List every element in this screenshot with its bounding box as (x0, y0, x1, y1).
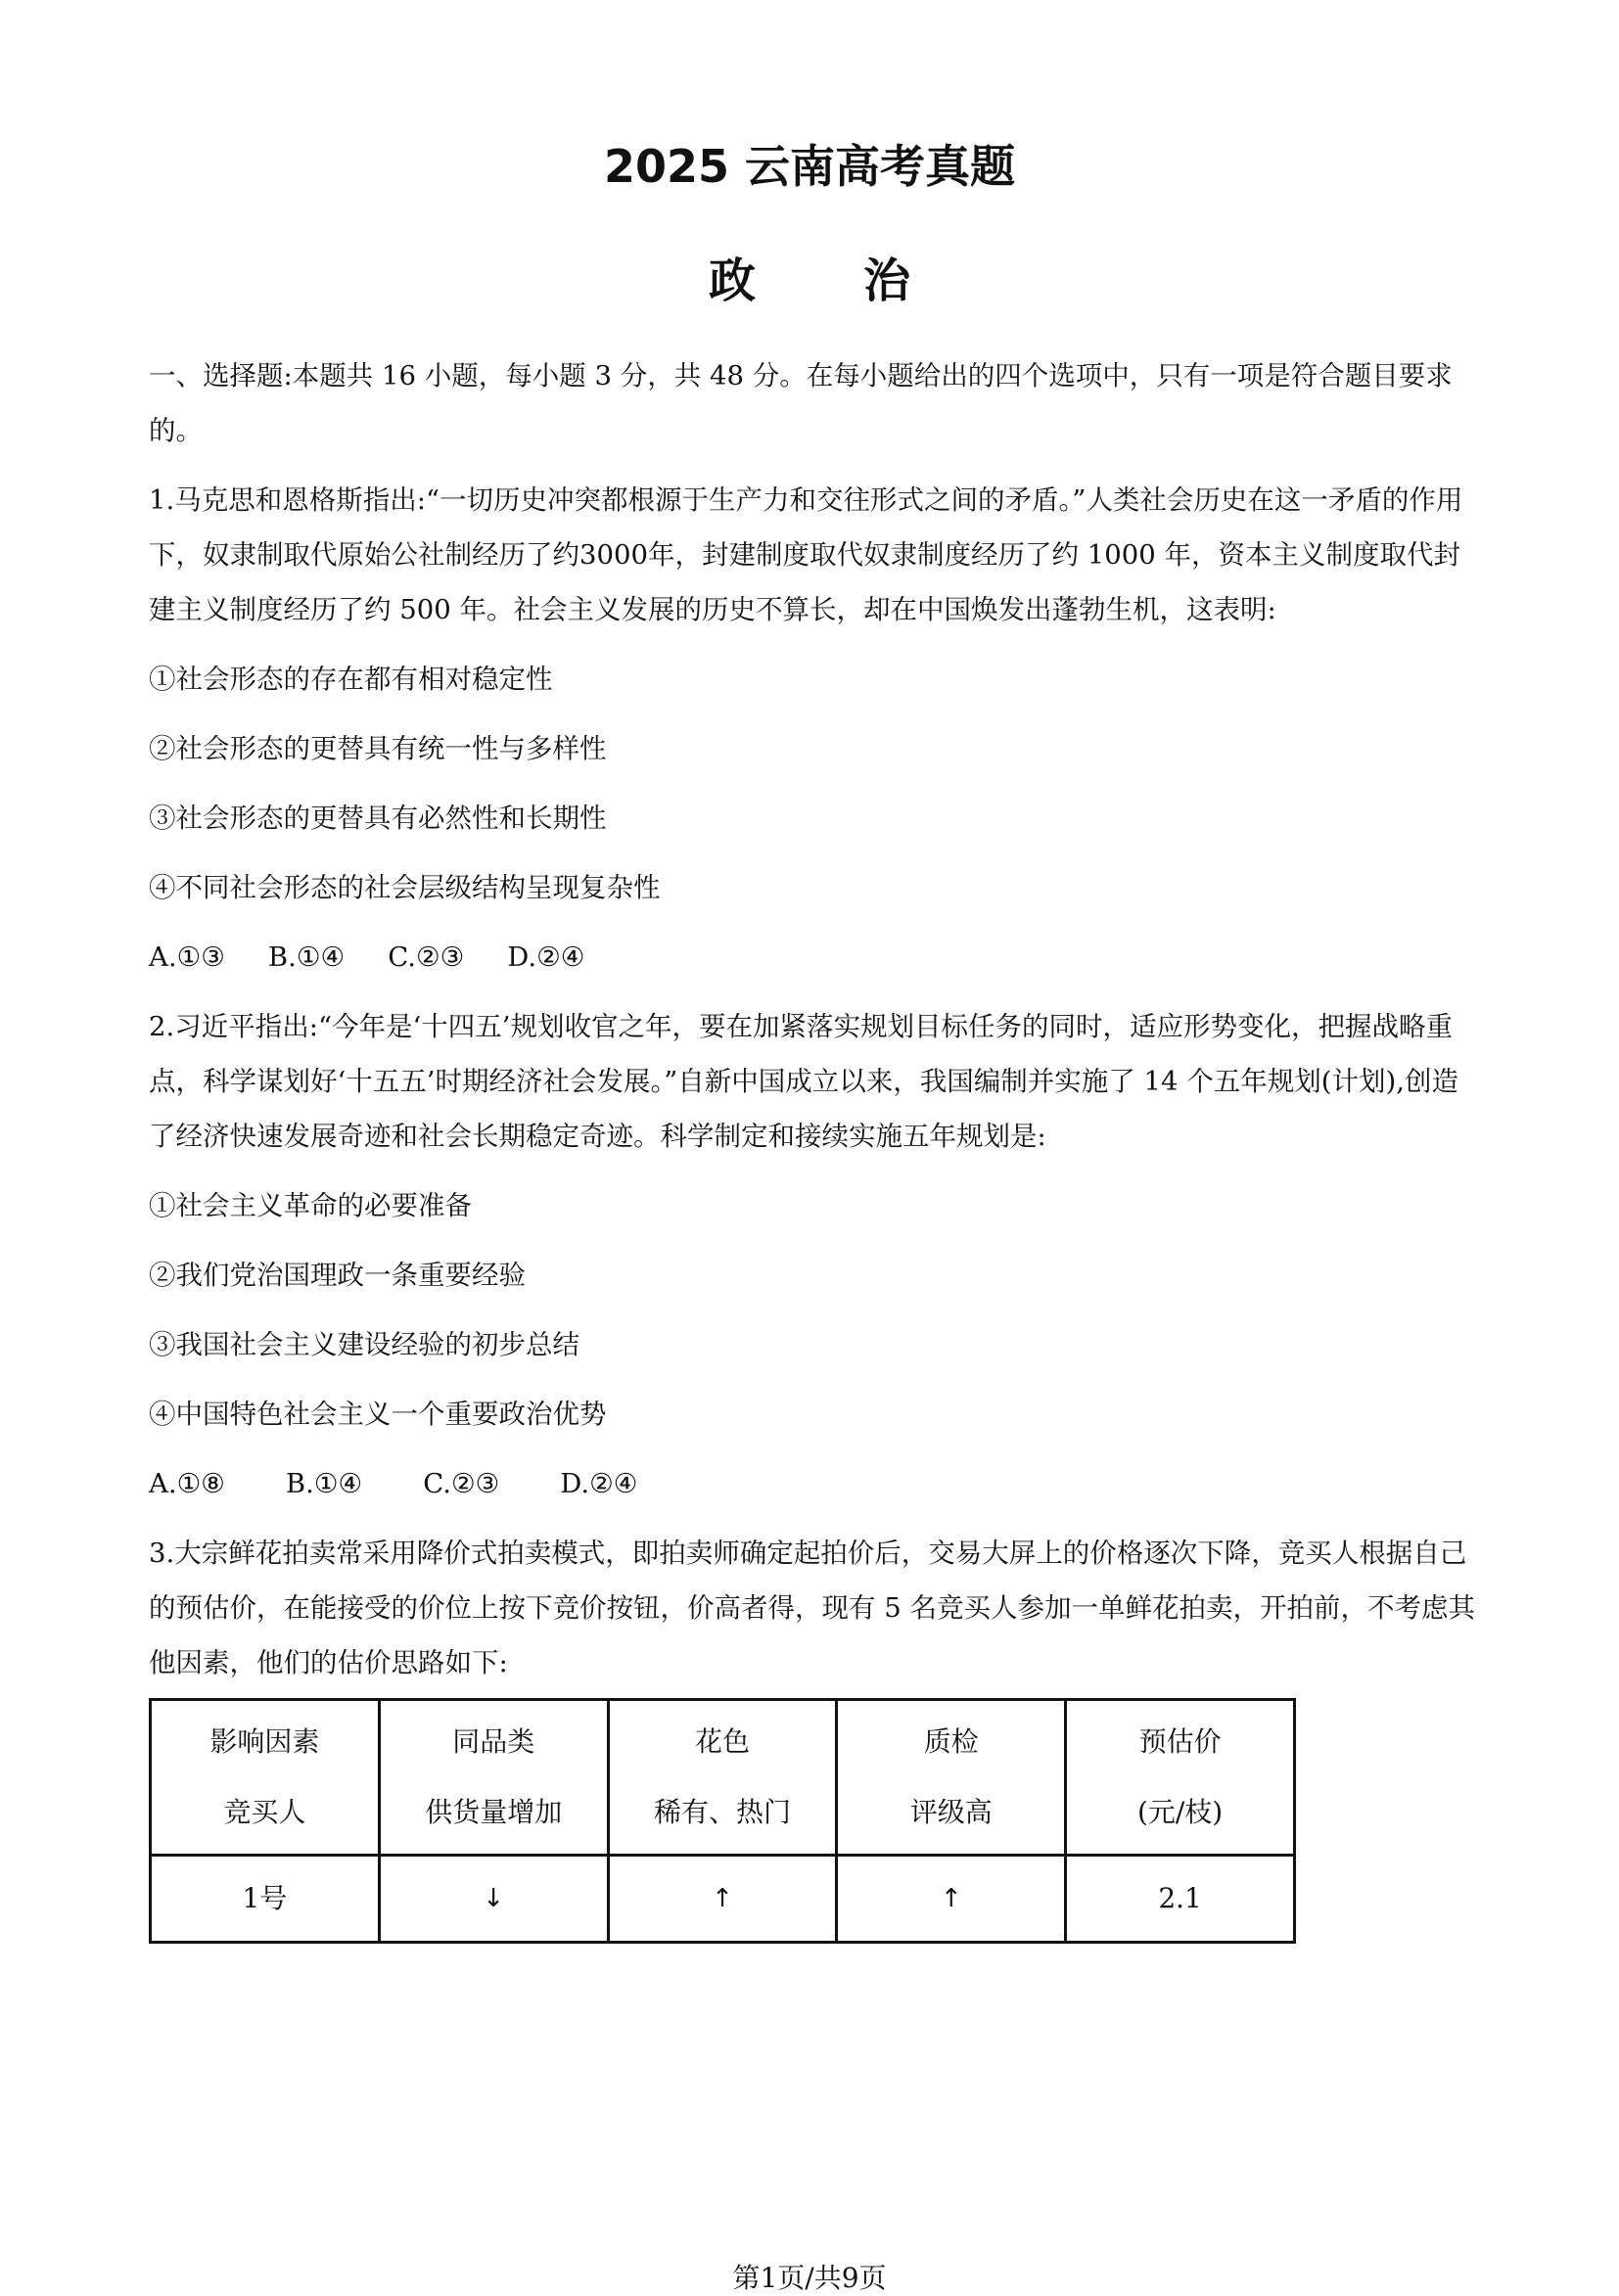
table-header-cell (151, 1700, 380, 1856)
subject-title: 政治 (708, 253, 1018, 308)
answer-choice: C.②③ (388, 941, 465, 973)
answer-choice: D.②④ (560, 1468, 638, 1499)
table-header-cell (608, 1700, 837, 1856)
up-arrow-icon: ↑ (837, 1856, 1066, 1943)
down-arrow-icon: ↓ (379, 1856, 608, 1943)
question-1-stem: 1.马克思和恩格斯指出:“一切历史冲突都根源于生产力和交往形式之间的矛盾。”人类社会历史在这一矛盾的作用下，奴隶制取代原始公社制经历了约3000年，封建制度取代奴隶制度经历了约 1000 年，资本主义制度取代封建主义制度经历了约 500 年。社会主义发展的历史不算长，却在中国焕发出蓬勃生机，这表明: (149, 484, 1463, 625)
question-2-option: ②我们党治国理政一条重要经验 (149, 1260, 526, 1291)
question-1-answers (149, 930, 1480, 985)
question-1-option: ①社会形态的存在都有相对稳定性 (149, 664, 553, 695)
question-2-option: ③我国社会主义建设经验的初步总结 (149, 1329, 579, 1360)
question-1-option: ③社会形态的更替具有必然性和长期性 (149, 803, 607, 834)
buyer-cell: 1号 (151, 1856, 380, 1943)
section-intro: 一、选择题:本题共 16 小题，每小题 3 分，共 48 分。在每小题给出的四个选项中，只有一项是符合题目要求的。 (149, 360, 1453, 446)
answer-choice: A.①③ (149, 941, 225, 973)
question-3-stem: 3.大宗鲜花拍卖常采用降价式拍卖模式，即拍卖师确定起拍价后，交易大屏上的价格逐次下降，竞买人根据自己的预估价，在能接受的价位上按下竞价按钮，价高者得，现有 5 名竞买人参加一单鲜花拍卖，开拍前，不考虑其他因素，他们的估价思路如下: (149, 1538, 1475, 1678)
header-line: (元/枝) (1136, 1796, 1224, 1828)
question-2-option: ④中国特色社会主义一个重要政治优势 (149, 1399, 607, 1430)
header-line: 评级高 (909, 1796, 993, 1828)
answer-choice: B.①④ (267, 941, 346, 973)
table-header-cell (837, 1700, 1066, 1856)
header-line: 同品类 (452, 1725, 535, 1758)
question-2-stem: 2.习近平指出:“今年是‘十四五’规划收官之年，要在加紧落实规划目标任务的同时，适应形势变化，把握战略重点，科学谋划好‘十五五’时期经济社会发展。”自新中国成立以来，我国编制并实施了 14 个五年规划(计划),创造了经济快速发展奇迹和社会长期稳定奇迹。科学制定和接续实施五年规划是: (149, 1011, 1458, 1152)
question-1-option: ②社会形态的更替具有统一性与多样性 (149, 733, 607, 764)
header-line: 影响因素 (209, 1725, 320, 1758)
question-2-answers (149, 1456, 1480, 1511)
answer-choice: D.②④ (507, 941, 585, 973)
table-header-cell (1066, 1700, 1295, 1856)
header-line: 稀有、热门 (653, 1796, 791, 1828)
question-1-option: ④不同社会形态的社会层级结构呈现复杂性 (149, 872, 661, 903)
answer-choice: C.②③ (423, 1468, 500, 1499)
bidder-estimate-table (149, 1698, 1296, 1944)
page-footer: 第1页/共9页 (732, 2262, 887, 2294)
page-title: 2025 云南高考真题 (603, 140, 1016, 193)
exam-content (149, 348, 1480, 1944)
question-2-option: ①社会主义革命的必要准备 (149, 1190, 472, 1221)
answer-choice: B.①④ (285, 1468, 363, 1499)
header-line: 质检 (923, 1725, 979, 1758)
header-line: 预估价 (1138, 1725, 1222, 1758)
table-row (151, 1856, 1295, 1943)
answer-choice: A.①⑧ (149, 1468, 225, 1499)
table-header-row (151, 1700, 1295, 1856)
header-line: 供货量增加 (425, 1796, 563, 1828)
up-arrow-icon: ↑ (608, 1856, 837, 1943)
table-header-cell (379, 1700, 608, 1856)
price-cell: 2.1 (1066, 1856, 1295, 1943)
header-line: 竞买人 (223, 1796, 306, 1828)
header-line: 花色 (694, 1725, 750, 1758)
